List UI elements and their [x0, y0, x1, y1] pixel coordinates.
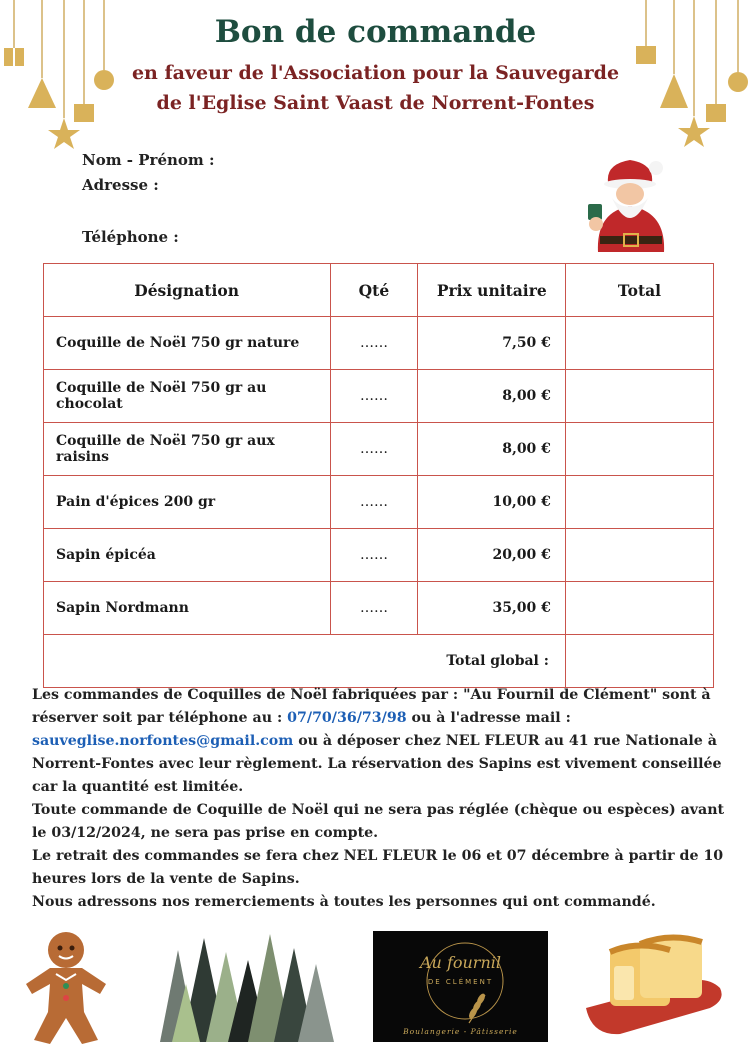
row-designation: Sapin Nordmann	[44, 582, 331, 635]
row-unit-price: 35,00 €	[417, 582, 565, 635]
info-paragraph-1: Les commandes de Coquilles de Noël fabriquées par : "Au Fournil de Clément" sont à réserver soit par téléphone au : 07/70/36/73/98 ou à l'adresse mail : sauveglise.norfontes@gmail.com ou à déposer chez NEL FLEUR au 41 rue Nationale à Norrent-Fontes avec leur règlement. La réservation des Sapins est vivement conseillée car la quantité est limitée.	[32, 687, 722, 795]
bread-board-icon	[580, 930, 728, 1036]
row-unit-price: 7,50 €	[417, 317, 565, 370]
page-title: Bon de commande	[214, 14, 537, 50]
row-total[interactable]	[565, 423, 713, 476]
info-text	[32, 684, 728, 914]
row-total[interactable]	[565, 317, 713, 370]
grand-total-label: Total global :	[44, 635, 566, 688]
row-unit-price: 8,00 €	[417, 370, 565, 423]
phone-label: Téléphone :	[82, 228, 179, 246]
row-unit-price: 10,00 €	[417, 476, 565, 529]
row-designation: Coquille de Noël 750 gr au chocolat	[44, 370, 331, 423]
name-label: Nom - Prénom :	[82, 151, 215, 169]
gingerbread-icon	[20, 928, 112, 1046]
table-row	[44, 370, 714, 423]
table-row	[44, 423, 714, 476]
logo-line-1: Au fournil	[420, 953, 501, 972]
table-row	[44, 529, 714, 582]
info-paragraph-4: Nous adressons nos remerciements à toutes les personnes qui ont commandé.	[32, 894, 656, 910]
bakery-logo	[373, 931, 548, 1042]
row-unit-price: 8,00 €	[417, 423, 565, 476]
info-paragraph-3: Le retrait des commandes se fera chez NEL FLEUR le 06 et 07 décembre à partir de 10 heures lors de la vente de Sapins.	[32, 848, 724, 887]
row-qty[interactable]: ……	[331, 476, 417, 529]
table-row	[44, 317, 714, 370]
row-total[interactable]	[565, 529, 713, 582]
address-label: Adresse :	[82, 176, 159, 194]
logo-line-3: Boulangerie - Pâtisserie	[403, 1027, 518, 1036]
row-total[interactable]	[565, 582, 713, 635]
santa-icon	[578, 142, 684, 254]
row-total[interactable]	[565, 370, 713, 423]
row-qty[interactable]: ……	[331, 529, 417, 582]
subtitle-line-2: de l'Eglise Saint Vaast de Norrent-Fontes	[156, 92, 595, 114]
subtitle-line-1: en faveur de l'Association pour la Sauvegarde	[131, 62, 620, 84]
row-designation: Sapin épicéa	[44, 529, 331, 582]
row-qty[interactable]: ……	[331, 317, 417, 370]
row-designation: Coquille de Noël 750 gr aux raisins	[44, 423, 331, 476]
row-qty[interactable]: ……	[331, 423, 417, 476]
info-paragraph-2: Toute commande de Coquille de Noël qui ne sera pas réglée (chèque ou espèces) avant le 03/12/2024, ne sera pas prise en compte.	[32, 802, 725, 841]
row-qty[interactable]: ……	[331, 370, 417, 423]
email-link[interactable]: sauveglise.norfontes@gmail.com	[32, 733, 294, 749]
col-header-unit-price: Prix unitaire	[417, 264, 565, 317]
order-table	[43, 263, 714, 688]
col-header-total: Total	[565, 264, 713, 317]
table-row	[44, 476, 714, 529]
wheat-icon	[373, 931, 548, 1042]
grand-total-row	[44, 635, 714, 688]
row-unit-price: 20,00 €	[417, 529, 565, 582]
grand-total-value[interactable]	[565, 635, 713, 688]
table-row	[44, 582, 714, 635]
row-total[interactable]	[565, 476, 713, 529]
fir-trees-icon	[148, 930, 338, 1042]
col-header-designation: Désignation	[44, 264, 331, 317]
row-qty[interactable]: ……	[331, 582, 417, 635]
logo-line-2: DE CLÉMENT	[427, 978, 494, 986]
col-header-qty: Qté	[331, 264, 417, 317]
row-designation: Coquille de Noël 750 gr nature	[44, 317, 331, 370]
phone-number: 07/70/36/73/98	[287, 710, 407, 726]
row-designation: Pain d'épices 200 gr	[44, 476, 331, 529]
table-header-row	[44, 264, 714, 317]
